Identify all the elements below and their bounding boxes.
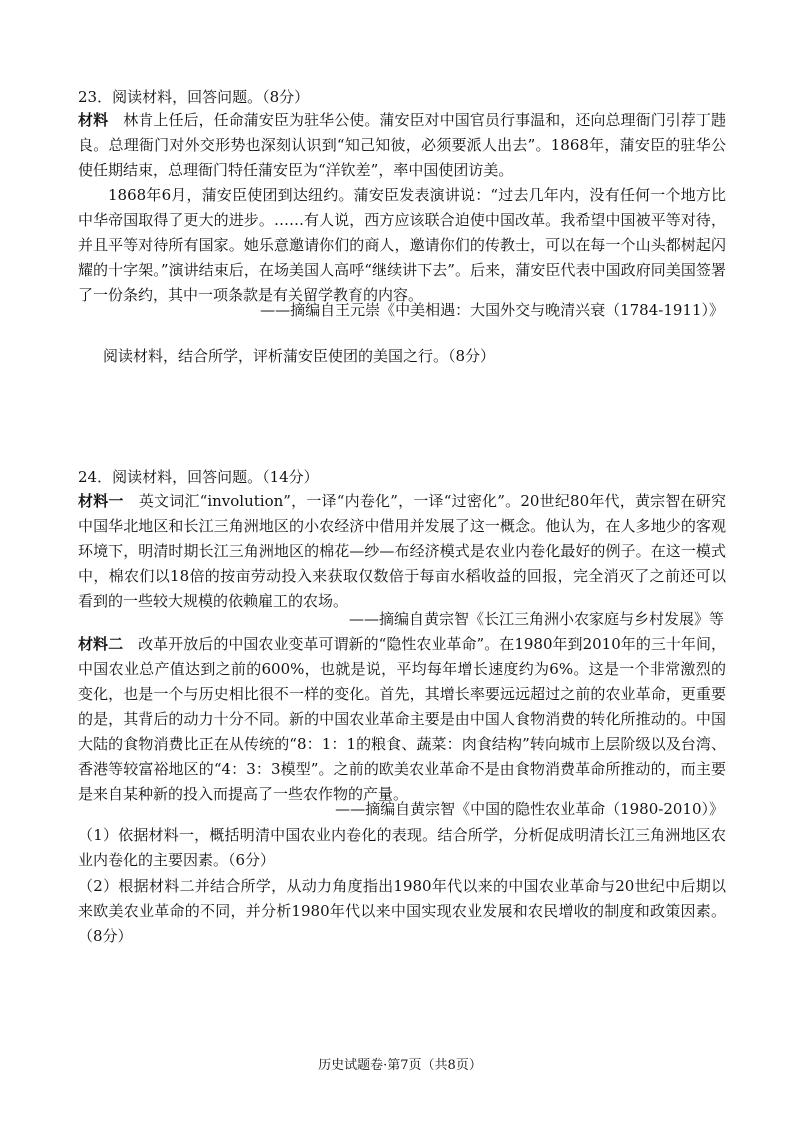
q24-title: 24．阅读材料，回答问题。（14分） [78, 468, 319, 486]
q24-m2-source: ——摘编自黄宗智《中国的隐性农业革命（1980-2010）》 [335, 800, 724, 818]
q23-material-paragraph-1 [78, 108, 726, 183]
q24-m1-label: 材料一 [78, 492, 124, 510]
q24-m2-text: 改革开放后的中国农业变革可谓新的“隐性农业革命”。在1980年到2010年的三十年间，中国农业总产值达到之前的600%，也就是说，平均每年增长速度约为6%。这是一个非常激烈的变化，也是一个与历史相比很不一样的变化。首先，其增长率要远远超过之前的农业革命，更重要的是，其背后的动力十分不同。新的中国农业革命主要是由中国人食物消费的转化所推动的。中国大陆的食物消费比正在从传统的“8：1：1的粮食、蔬菜：肉食结构”转向城市上层阶级以及台湾、香港等较富裕地区的“4：3：3模型”。之前的欧美农业革命不是由食物消费革命所推动的，而主要是来自某种新的投入而提高了一些农作物的产量。 [78, 635, 726, 803]
q23-title: 23．阅读材料，回答问题。（8分） [78, 88, 310, 106]
q24-m1-text: 英文词汇“involution”，一译“内卷化”，一译“过密化”。20世纪80年代，黄宗智在研究中国华北地区和长江三角洲地区的小农经济中借用并发展了这一概念。他认为，在人多地少的客观环境下，明清时期长江三角洲地区的棉花—纱—布经济模式是农业内卷化最好的例子。在这一模式中，棉农们以18倍的按亩劳动投入来获取仅数倍于每亩水稻收益的回报，完全消灭了之前还可以看到的一些较大规模的依赖雇工的农场。 [78, 492, 726, 610]
q24-material-2 [78, 632, 726, 807]
page-footer: 历史试题卷·第7页（共8页） [318, 1058, 482, 1073]
q24-material-1 [78, 489, 726, 614]
q23-material-label: 材料 [78, 111, 109, 129]
q24-m2-label: 材料二 [78, 635, 124, 653]
q23-source: ——摘编自王元崇《中美相遇：大国外交与晚清兴衰（1784-1911）》 [260, 301, 724, 319]
q23-prompt: 阅读材料，结合所学，评析蒲安臣使团的美国之行。（8分） [103, 347, 496, 365]
q23-material-text-1: 林肯上任后，任命蒲安臣为驻华公使。蒲安臣对中国官员行事温和，还向总理衙门引荐丁韪良。总理衙门对外交形势也深刻认识到“知己知彼，必须要派人出去”。1868年，蒲安臣的驻华公使任期结束，总理衙门特任蒲安臣为“洋钦差”，率中国使团访美。 [78, 111, 726, 179]
q24-m1-source: ——摘编自黄宗智《长江三角洲小农家庭与乡村发展》等 [348, 610, 724, 628]
q23-material-paragraph-2: 1868年6月，蒲安臣使团到达纽约。蒲安臣发表演讲说：“过去几年内，没有任何一个地方比中华帝国取得了更大的进步。……有人说，西方应该联合迫使中国改革。我希望中国被平等对待，并且平等对待所有国家。她乐意邀请你们的商人，邀请你们的传教士，可以在每一个山头都树起闪耀的十字架。”演讲结束后，在场美国人高呼“继续讲下去”。后来，蒲安臣代表中国政府同美国签署了一份条约，其中一项条款是有关留学教育的内容。 [78, 186, 726, 304]
q24-subquestion-1: （1）依据材料一，概括明清中国农业内卷化的表现。结合所学，分析促成明清长江三角洲地区农业内卷化的主要因素。（6分） [78, 826, 726, 869]
q24-subquestion-2: （2）根据材料二并结合所学，从动力角度指出1980年代以来的中国农业革命与20世纪中后期以来欧美农业革命的不同，并分析1980年代以来中国实现农业发展和农民增收的制度和政策因素。（8分） [78, 877, 726, 945]
